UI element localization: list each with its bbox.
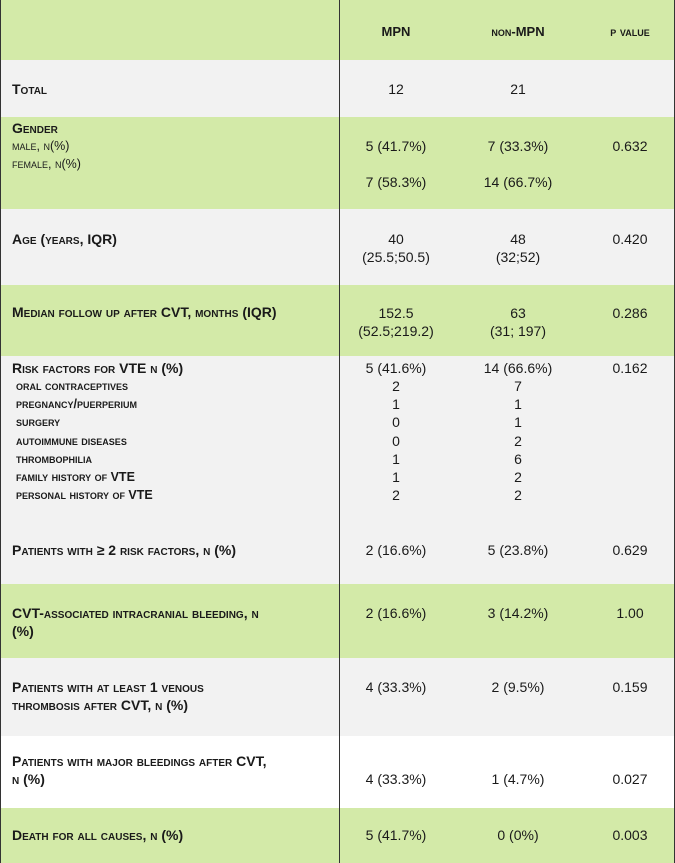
row-total-label: Total — [12, 81, 48, 97]
risk-factor-mpn-values — [342, 377, 450, 504]
row-gender-p: 0.632 — [612, 138, 648, 154]
header-mpn: MPN — [381, 24, 411, 39]
row-age — [0, 209, 675, 285]
row-total-mpn: 12 — [388, 81, 404, 97]
risk-factor-label: surgery — [16, 415, 61, 430]
row-death — [0, 808, 675, 863]
risk-factor-mpn: 0 — [392, 414, 400, 431]
row-intracranial-bleeding — [0, 584, 675, 658]
row-bleeding-label-1: CVT-associated intracranial bleeding, n — [12, 605, 259, 621]
row-followup-non-mpn-median: 63 — [510, 305, 526, 321]
row-risk-label: Risk factors for VTE n (%) — [12, 360, 184, 376]
row-age-non-mpn-iqr: (32;52) — [495, 249, 541, 265]
risk-factor-mpn: 1 — [392, 450, 400, 467]
row-age-mpn-iqr: (25.5;50.5) — [362, 249, 430, 265]
row-venous-label-2: thrombosis after CVT, n (%) — [12, 697, 188, 713]
row-bleeding-p: 1.00 — [616, 605, 644, 621]
row-age-label: Age (years, IQR) — [12, 231, 117, 247]
row-death-label: Death for all causes, n (%) — [12, 827, 184, 843]
row-major-bleed-non-mpn: 1 (4.7%) — [491, 771, 545, 787]
row-bleeding-mpn: 2 (16.6%) — [365, 605, 427, 621]
row-venous-thrombosis — [0, 658, 675, 736]
row-death-non-mpn: 0 (0%) — [497, 827, 539, 843]
column-divider — [339, 0, 340, 863]
row-gender-label: Gender — [12, 120, 58, 136]
row-age-non-mpn-median: 48 — [510, 231, 526, 247]
risk-factor-non-mpn: 1 — [514, 396, 522, 413]
row-followup-mpn-median: 152.5 — [378, 305, 414, 321]
row-venous-p: 0.159 — [612, 679, 648, 695]
row-two-risk-mpn: 2 (16.6%) — [365, 542, 427, 558]
risk-factor-non-mpn: 2 — [514, 487, 522, 504]
row-two-risk-non-mpn: 5 (23.8%) — [487, 542, 549, 558]
risk-factor-non-mpn: 2 — [514, 468, 522, 485]
row-major-bleed-p: 0.027 — [612, 771, 648, 787]
row-gender-male-mpn: 5 (41.7%) — [365, 138, 427, 154]
risk-factor-non-mpn-values — [462, 377, 574, 504]
header-non-mpn: non-MPN — [491, 24, 545, 39]
risk-factor-non-mpn: 7 — [514, 378, 522, 394]
row-death-p: 0.003 — [612, 827, 648, 843]
row-followup-label: Median follow up after CVT, months (IQR) — [12, 304, 277, 320]
row-followup-mpn-iqr: (52.5;219.2) — [358, 323, 434, 339]
risk-factor-mpn: 0 — [392, 432, 400, 449]
row-bleeding-non-mpn: 3 (14.2%) — [487, 605, 549, 621]
row-risk-mpn: 5 (41.6%) — [365, 360, 427, 376]
risk-factor-list — [16, 377, 153, 504]
row-followup — [0, 285, 675, 356]
row-age-p: 0.420 — [612, 231, 648, 247]
row-risk-non-mpn: 14 (66.6%) — [483, 360, 553, 376]
row-followup-non-mpn-iqr: (31; 197) — [489, 323, 547, 339]
row-gender-male-non-mpn: 7 (33.3%) — [487, 138, 549, 154]
risk-factor-non-mpn: 6 — [514, 450, 522, 467]
row-gender-female-non-mpn: 14 (66.7%) — [483, 174, 553, 190]
row-death-mpn: 5 (41.7%) — [365, 827, 427, 843]
risk-factor-mpn: 2 — [392, 378, 400, 394]
risk-factor-label: family history of VTE — [16, 469, 135, 484]
risk-factor-label: oral contraceptives — [16, 379, 128, 393]
row-total-non-mpn: 21 — [510, 81, 526, 97]
risk-factor-non-mpn: 2 — [514, 432, 522, 449]
row-followup-p: 0.286 — [612, 305, 648, 321]
row-venous-label-1: Patients with at least 1 venous — [12, 679, 204, 695]
row-total — [0, 60, 675, 117]
risk-factor-label: personal history of VTE — [16, 488, 153, 503]
risk-factor-mpn: 2 — [392, 487, 400, 504]
row-age-mpn-median: 40 — [388, 231, 404, 247]
row-major-bleed-label-2: n (%) — [12, 771, 45, 787]
row-gender-male-label: male, n(%) — [12, 139, 70, 153]
row-major-bleed-mpn: 4 (33.3%) — [365, 771, 427, 787]
risk-factor-mpn: 1 — [392, 468, 400, 485]
row-two-risk-factors — [0, 520, 675, 584]
risk-factor-label: pregnancy/puerperium — [16, 397, 137, 412]
row-two-risk-label: Patients with ≥ 2 risk factors, n (%) — [12, 542, 236, 558]
risk-factor-non-mpn: 1 — [514, 414, 522, 431]
risk-factor-mpn: 1 — [392, 396, 400, 413]
header-p-value: p value — [610, 24, 650, 39]
row-bleeding-label-2: (%) — [12, 623, 34, 639]
row-major-bleedings — [0, 736, 675, 808]
header-row — [0, 0, 675, 60]
row-gender — [0, 117, 675, 209]
row-gender-female-mpn: 7 (58.3%) — [365, 174, 427, 190]
row-gender-female-label: female, n(%) — [12, 157, 81, 171]
row-major-bleed-label-1: Patients with major bleedings after CVT, — [12, 753, 267, 769]
row-venous-non-mpn: 2 (9.5%) — [491, 679, 545, 695]
risk-factor-label: thrombophilia — [16, 451, 92, 466]
row-two-risk-p: 0.629 — [612, 542, 648, 558]
table-border-left — [0, 0, 1, 863]
row-venous-mpn: 4 (33.3%) — [365, 679, 427, 695]
risk-factor-label: autoimmune diseases — [16, 433, 127, 448]
row-risk-p: 0.162 — [612, 360, 648, 376]
